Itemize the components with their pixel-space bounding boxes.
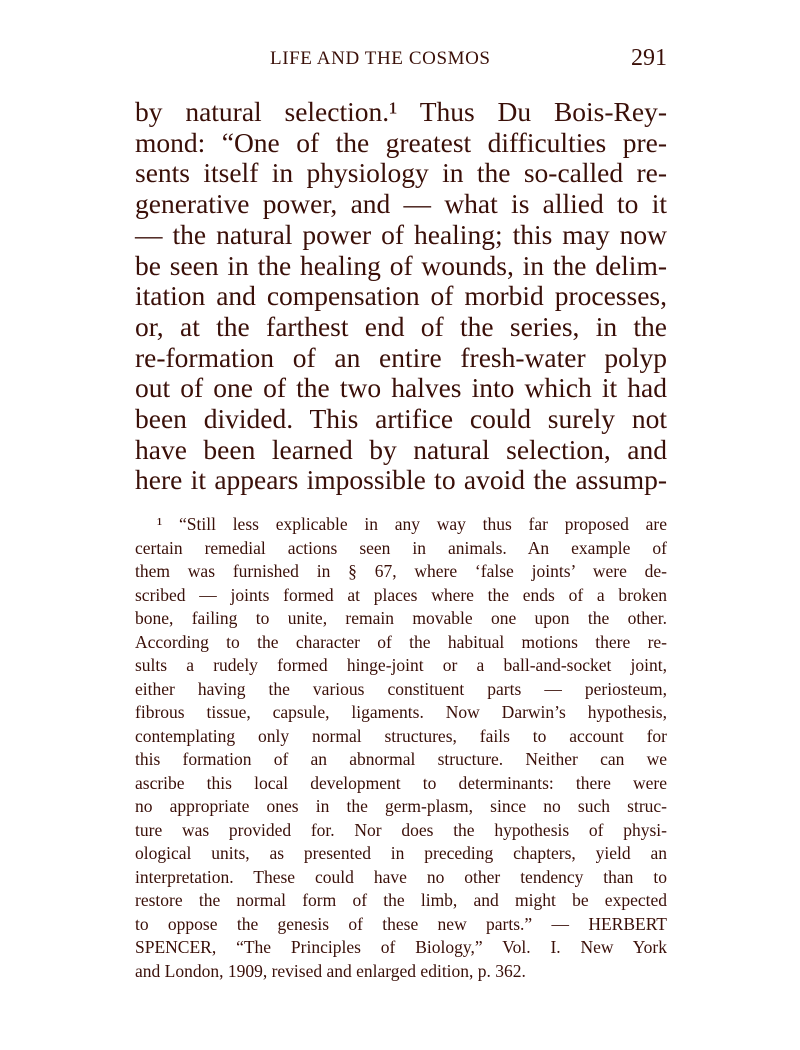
footnote-line: ture was provided for. Nor does the hypothesis of physi- xyxy=(135,819,667,840)
footnote-line: ascribe this local development to determinants: there were xyxy=(135,772,667,793)
body-line: mond: “One of the greatest difficulties pre- xyxy=(135,126,667,158)
body-line: by natural selection.¹ Thus Du Bois-Rey- xyxy=(135,96,667,127)
running-title: LIFE AND THE COSMOS xyxy=(270,48,491,69)
footnote-line: no appropriate ones in the germ-plasm, since no such struc- xyxy=(135,796,667,816)
footnote-line: and London, 1909, revised and enlarged edition, p. 362. xyxy=(135,960,526,981)
footnote xyxy=(135,513,667,983)
running-head xyxy=(135,45,667,78)
body-text xyxy=(135,97,667,496)
body-line: itation and compensation of morbid processes, xyxy=(135,280,667,312)
footnote-line: ¹ “Still less explicable in any way thus far proposed are xyxy=(157,514,667,534)
footnote-line: sults a rudely formed hinge-joint or a ball-and-socket joint, xyxy=(135,655,667,675)
footnote-line: either having the various constituent parts — periosteum, xyxy=(135,678,667,699)
footnote-line: SPENCER, “The Principles of Biology,” Vol. I. New York xyxy=(135,937,667,957)
footnote-line: interpretation. These could have no other tendency than to xyxy=(135,866,667,887)
footnote-line: this formation of an abnormal structure. Neither can we xyxy=(135,749,667,769)
body-line: sents itself in physiology in the so-called re- xyxy=(135,157,667,189)
footnote-line: bone, failing to unite, remain movable one upon the other. xyxy=(135,608,667,628)
page-number: 291 xyxy=(631,45,667,71)
body-line: have been learned by natural selection, and xyxy=(135,433,667,465)
body-line: out of one of the two halves into which it had xyxy=(135,372,667,404)
footnote-line: scribed — joints formed at places where the ends of a broken xyxy=(135,584,667,605)
footnote-line: restore the normal form of the limb, and might be expected xyxy=(135,890,667,910)
footnote-line: According to the character of the habitual motions there re- xyxy=(135,631,667,652)
book-page xyxy=(135,0,667,1050)
body-line: re-formation of an entire fresh-water polyp xyxy=(135,341,667,373)
footnote-line: contemplating only normal structures, fails to account for xyxy=(135,725,667,746)
footnote-line: them was furnished in § 67, where ‘false joints’ were de- xyxy=(135,561,667,581)
footnote-line: to oppose the genesis of these new parts.” — HERBERT xyxy=(135,913,667,934)
footnote-line: ological units, as presented in preceding chapters, yield an xyxy=(135,843,667,863)
body-line: here it appears impossible to avoid the assump- xyxy=(135,464,667,496)
footnote-line: fibrous tissue, capsule, ligaments. Now Darwin’s hypothesis, xyxy=(135,702,667,722)
body-line: — the natural power of healing; this may now xyxy=(135,218,667,250)
body-line: generative power, and — what is allied to it xyxy=(135,188,667,220)
footnote-line: certain remedial actions seen in animals. An example of xyxy=(135,537,667,558)
body-line: been divided. This artifice could surely not xyxy=(135,403,667,435)
body-line: or, at the farthest end of the series, in the xyxy=(135,310,667,342)
body-line: be seen in the healing of wounds, in the delim- xyxy=(135,249,667,281)
